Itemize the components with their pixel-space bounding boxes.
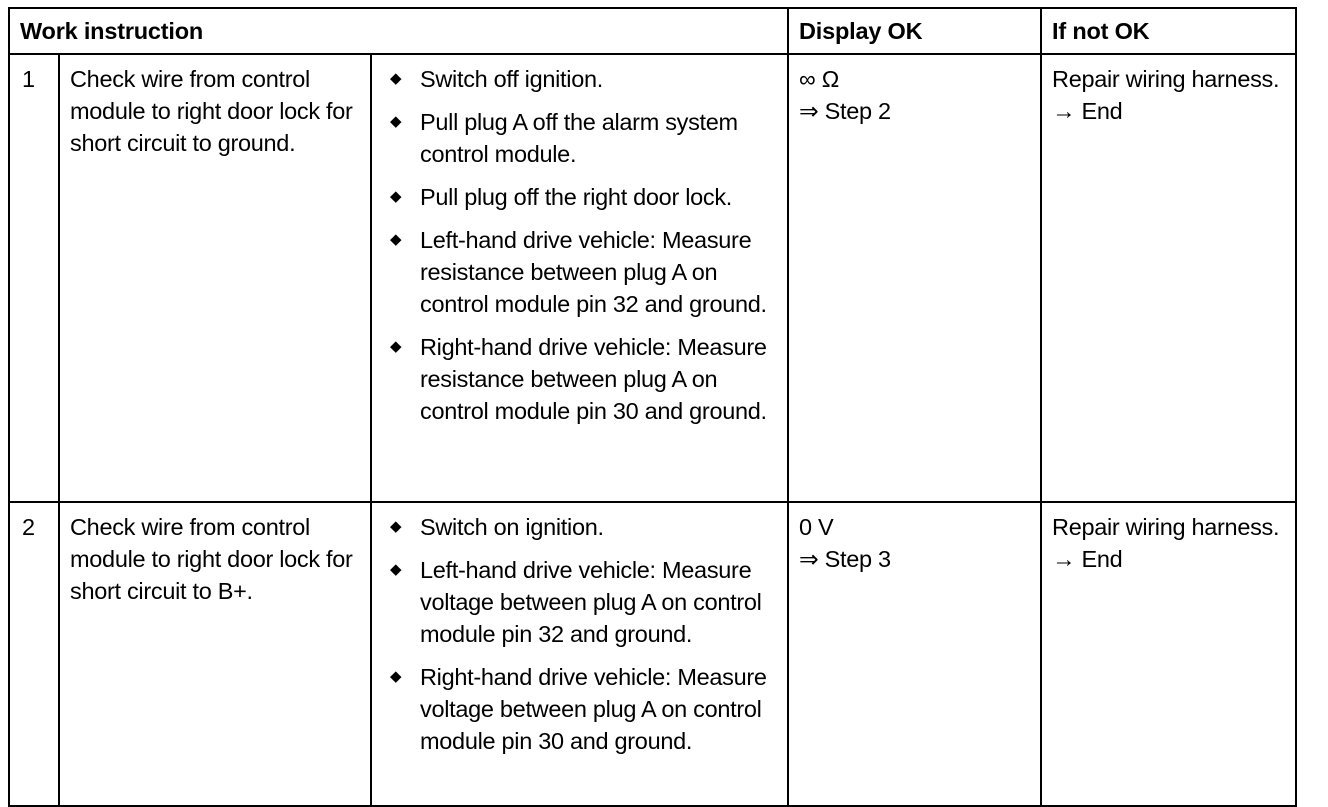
step-description: Check wire from control module to right door lock for short circuit to ground.	[59, 54, 371, 502]
list-item	[384, 106, 779, 170]
step-number: 1	[9, 54, 59, 502]
expected-value: ∞ Ω	[799, 66, 839, 92]
repair-action: Repair wiring harness.	[1052, 514, 1280, 540]
list-item	[384, 554, 779, 650]
diamond-bullet-icon: ◆	[390, 70, 402, 87]
header-if-not-ok: If not OK	[1041, 8, 1296, 54]
diamond-bullet-icon: ◆	[390, 231, 402, 248]
list-item	[384, 331, 779, 427]
if-not-ok-cell	[1041, 502, 1296, 806]
next-step: ⇒ Step 2	[799, 98, 891, 124]
instruction-text: Right-hand drive vehicle: Measure voltage between plug A on control module pin 30 and ground.	[420, 664, 767, 754]
table-row	[9, 502, 1296, 806]
next-step: ⇒ Step 3	[799, 546, 891, 572]
instruction-text: Pull plug A off the alarm system control module.	[420, 109, 738, 167]
display-ok-cell	[788, 54, 1041, 502]
instruction-text: Left-hand drive vehicle: Measure resistance between plug A on control module pin 32 and ground.	[420, 227, 767, 317]
diamond-bullet-icon: ◆	[390, 668, 402, 685]
header-display-ok: Display OK	[788, 8, 1041, 54]
list-item	[384, 661, 779, 757]
list-item	[384, 63, 779, 95]
end-marker: → End	[1052, 546, 1123, 572]
list-item	[384, 511, 779, 543]
diamond-bullet-icon: ◆	[390, 561, 402, 578]
step-description: Check wire from control module to right door lock for short circuit to B+.	[59, 502, 371, 806]
diamond-bullet-icon: ◆	[390, 188, 402, 205]
step-instructions	[371, 54, 788, 502]
instruction-text: Left-hand drive vehicle: Measure voltage between plug A on control module pin 32 and ground.	[420, 557, 762, 647]
instruction-list	[384, 63, 779, 427]
table-row	[9, 54, 1296, 502]
step-number: 2	[9, 502, 59, 806]
list-item	[384, 224, 779, 320]
instruction-text: Right-hand drive vehicle: Measure resistance between plug A on control module pin 30 and ground.	[420, 334, 767, 424]
diamond-bullet-icon: ◆	[390, 338, 402, 355]
instruction-list	[384, 511, 779, 757]
list-item	[384, 181, 779, 213]
expected-value: 0 V	[799, 514, 834, 540]
diamond-bullet-icon: ◆	[390, 518, 402, 535]
end-marker: → End	[1052, 98, 1123, 124]
repair-action: Repair wiring harness.	[1052, 66, 1280, 92]
header-work-instruction: Work instruction	[9, 8, 788, 54]
step-instructions	[371, 502, 788, 806]
display-ok-cell	[788, 502, 1041, 806]
instruction-text: Pull plug off the right door lock.	[420, 184, 733, 210]
if-not-ok-cell	[1041, 54, 1296, 502]
diamond-bullet-icon: ◆	[390, 113, 402, 130]
work-instruction-table	[8, 7, 1297, 807]
instruction-text: Switch off ignition.	[420, 66, 603, 92]
instruction-text: Switch on ignition.	[420, 514, 604, 540]
table-header-row	[9, 8, 1296, 54]
